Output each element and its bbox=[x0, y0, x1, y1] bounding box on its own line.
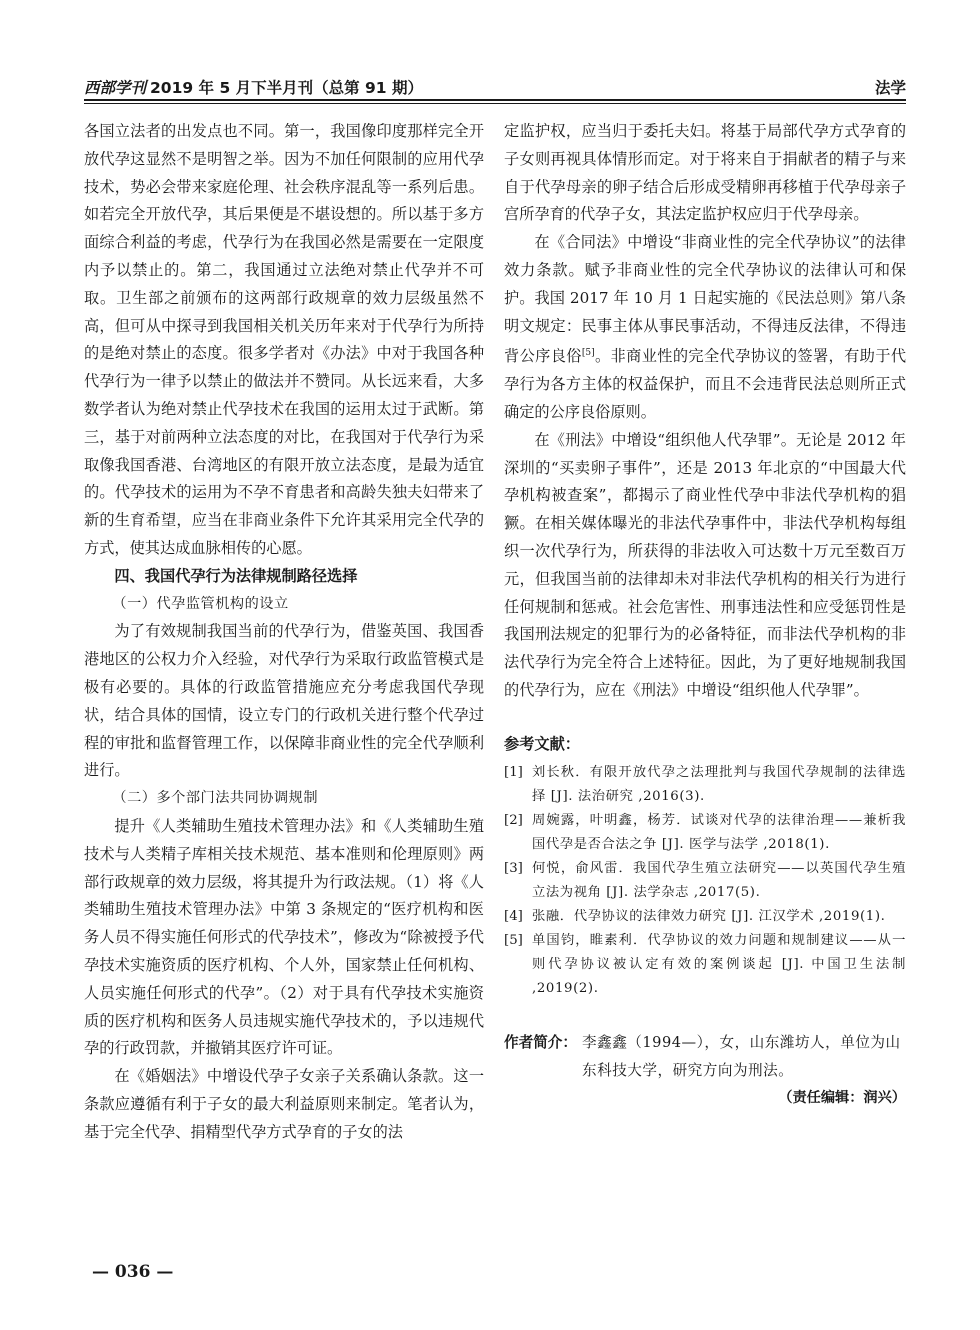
reference-text: 何悦，俞风雷．我国代孕生殖立法研究——以英国代孕生殖立法为视角 [J]. 法学杂志 ,2017(5). bbox=[532, 860, 906, 900]
reference-list bbox=[504, 761, 906, 1001]
author-text: 李鑫鑫（1994—），女，山东潍坊人，单位为山东科技大学，研究方向为刑法。 bbox=[582, 1033, 901, 1079]
reference-item bbox=[504, 905, 906, 929]
section-heading: 四、我国代孕行为法律规制路径选择 bbox=[114, 566, 358, 585]
reference-text: 刘长秋．有限开放代孕之法理批判与我国代孕规制的法律选择 [J]. 法治研究 ,2016(3). bbox=[532, 764, 906, 804]
reference-number: [3] bbox=[504, 860, 523, 876]
left-column bbox=[84, 118, 484, 1146]
subsection-heading: （一）代孕监管机构的设立 bbox=[112, 595, 289, 612]
issue-info: 2019 年 5 月下半月刊（总第 91 期） bbox=[150, 79, 423, 97]
paragraph: 为了有效规制我国当前的代孕行为，借鉴英国、我国香港地区的公权力介入经验，对代孕行为采取行政监管模式是极有必要的。具体的行政监管措施应充分考虑我国代孕现状，结合具体的国情，设立专门的行政机关进行整个代孕过程的审批和监督管理工作，以保障非商业性的完全代孕顺利进行。 bbox=[84, 622, 484, 780]
paragraph-text: 。非商业性的完全代孕协议的签署，有助于代孕行为各方主体的权益保护，而且不会违背民法总则所正式确定的公序良俗原则。 bbox=[504, 347, 907, 422]
author-label: 作者简介： bbox=[504, 1033, 577, 1051]
reference-number: [5] bbox=[504, 932, 523, 948]
right-column bbox=[504, 118, 906, 1111]
paragraph: 在《婚姻法》中增设代孕子女亲子关系确认条款。这一条款应遵循有利于子女的最大利益原则来制定。笔者认为，基于完全代孕、捐精型代孕方式孕育的子女的法 bbox=[84, 1067, 484, 1141]
references-title: 参考文献： bbox=[504, 734, 580, 753]
paragraph bbox=[504, 229, 906, 427]
reference-item bbox=[504, 929, 906, 1001]
paragraph: 提升《人类辅助生殖技术管理办法》和《人类辅助生殖技术与人类精子库相关技术规范、基本准则和伦理原则》两部行政规章的效力层级，将其提升为行政法规。（1）将《人类辅助生殖技术管理办法》中第 3 条规定的“医疗机构和医务人员不得实施任何形式的代孕技术”，修改为“除被授予代孕技术实施资质的医疗机构、个人外，国家禁止任何机构、人员实施任何形式的代孕”。（2）对于具有代孕技术实施资质的医疗机构和医务人员违规实施代孕技术的，予以违规代孕的行政罚款，并撤销其医疗许可证。 bbox=[84, 816, 484, 1058]
header-rule-thick bbox=[84, 99, 906, 101]
reference-item bbox=[504, 857, 906, 905]
reference-number: [2] bbox=[504, 812, 523, 828]
page-number: — 036 — bbox=[92, 1262, 174, 1282]
section-tag: 法学 bbox=[874, 79, 906, 97]
paragraph: 定监护权，应当归于委托夫妇。将基于局部代孕方式孕育的子女则再视具体情形而定。对于将来自于捐献者的精子与来自于代孕母亲的卵子结合后形成受精卵再移植于代孕母亲子宫所孕育的代孕子女，其法定监护权应归于代孕母亲。 bbox=[504, 122, 906, 224]
reference-item bbox=[504, 809, 906, 857]
reference-number: [4] bbox=[504, 908, 523, 924]
citation-marker: [5] bbox=[581, 348, 595, 359]
responsible-editor: （责任编辑：润兴） bbox=[778, 1089, 906, 1106]
author-bio bbox=[504, 1029, 906, 1085]
reference-item bbox=[504, 761, 906, 809]
reference-text: 周婉露，叶明鑫，杨芳．试谈对代孕的法律治理——兼析我国代孕是否合法之争 [J]. 医学与法学 ,2018(1). bbox=[532, 812, 906, 852]
journal-name: 西部学刊 bbox=[84, 78, 147, 97]
reference-text: 单国钧，睢素利．代孕协议的效力问题和规制建议——从一则代孕协议被认定有效的案例谈起 [J]. 中国卫生法制 ,2019(2). bbox=[532, 932, 906, 996]
paragraph: 在《刑法》中增设“组织他人代孕罪”。无论是 2012 年深圳的“买卖卵子事件”，还是 2013 年北京的“中国最大代孕机构被查案”，都揭示了商业性代孕中非法代孕机构的猖獗。在相关媒体曝光的非法代孕事件中，非法代孕机构每组织一次代孕行为，所获得的非法收入可达数十万元至数百万元，但我国当前的法律却未对非法代孕机构的相关行为进行任何规制和惩戒。社会危害性、刑事违法性和应受惩罚性是我国刑法规定的犯罪行为的必备特征，而非法代孕机构的非法代孕行为完全符合上述特征。因此，为了更好地规制我国的代孕行为，应在《刑法》中增设“组织他人代孕罪”。 bbox=[504, 430, 906, 699]
page-header bbox=[84, 74, 906, 98]
journal-issue bbox=[84, 76, 423, 98]
reference-text: 张融．代孕协议的法律效力研究 [J]. 江汉学术 ,2019(1). bbox=[532, 908, 886, 924]
paragraph-text: 在《合同法》中增设“非商业性的完全代孕协议”的法律效力条款。赋予非商业性的完全代孕协议的法律认可和保护。我国 2017 年 10 月 1 日起实施的《民法总则》第八条明文规定：民事主体从事民事活动，不得违反法律，不得违背公序良俗 bbox=[504, 233, 906, 366]
reference-number: [1] bbox=[504, 764, 523, 780]
subsection-heading: （二）多个部门法共同协调规制 bbox=[112, 790, 319, 807]
paragraph: 各国立法者的出发点也不同。第一，我国像印度那样完全开放代孕这显然不是明智之举。因为不加任何限制的应用代孕技术，势必会带来家庭伦理、社会秩序混乱等一系列后患。如若完全开放代孕，其后果便是不堪设想的。所以基于多方面综合利益的考虑，代孕行为在我国必然是需要在一定限度内予以禁止的。第二，我国通过立法绝对禁止代孕并不可取。卫生部之前颁布的这两部行政规章的效力层级虽然不高，但可从中探寻到我国相关机关历年来对于代孕行为所持的是绝对禁止的态度。很多学者对《办法》中对于我国各种代孕行为一律予以禁止的做法并不赞同。从长远来看，大多数学者认为绝对禁止代孕技术在我国的运用太过于武断。第三，基于对前两种立法态度的对比，在我国对于代孕行为采取像我国香港、台湾地区的有限开放立法态度，是最为适宜的。代孕技术的运用为不孕不育患者和高龄失独夫妇带来了新的生育希望，应当在非商业条件下允许其采用完全代孕的方式，使其达成血脉相传的心愿。 bbox=[84, 122, 484, 557]
header-rule-thin bbox=[84, 103, 906, 104]
